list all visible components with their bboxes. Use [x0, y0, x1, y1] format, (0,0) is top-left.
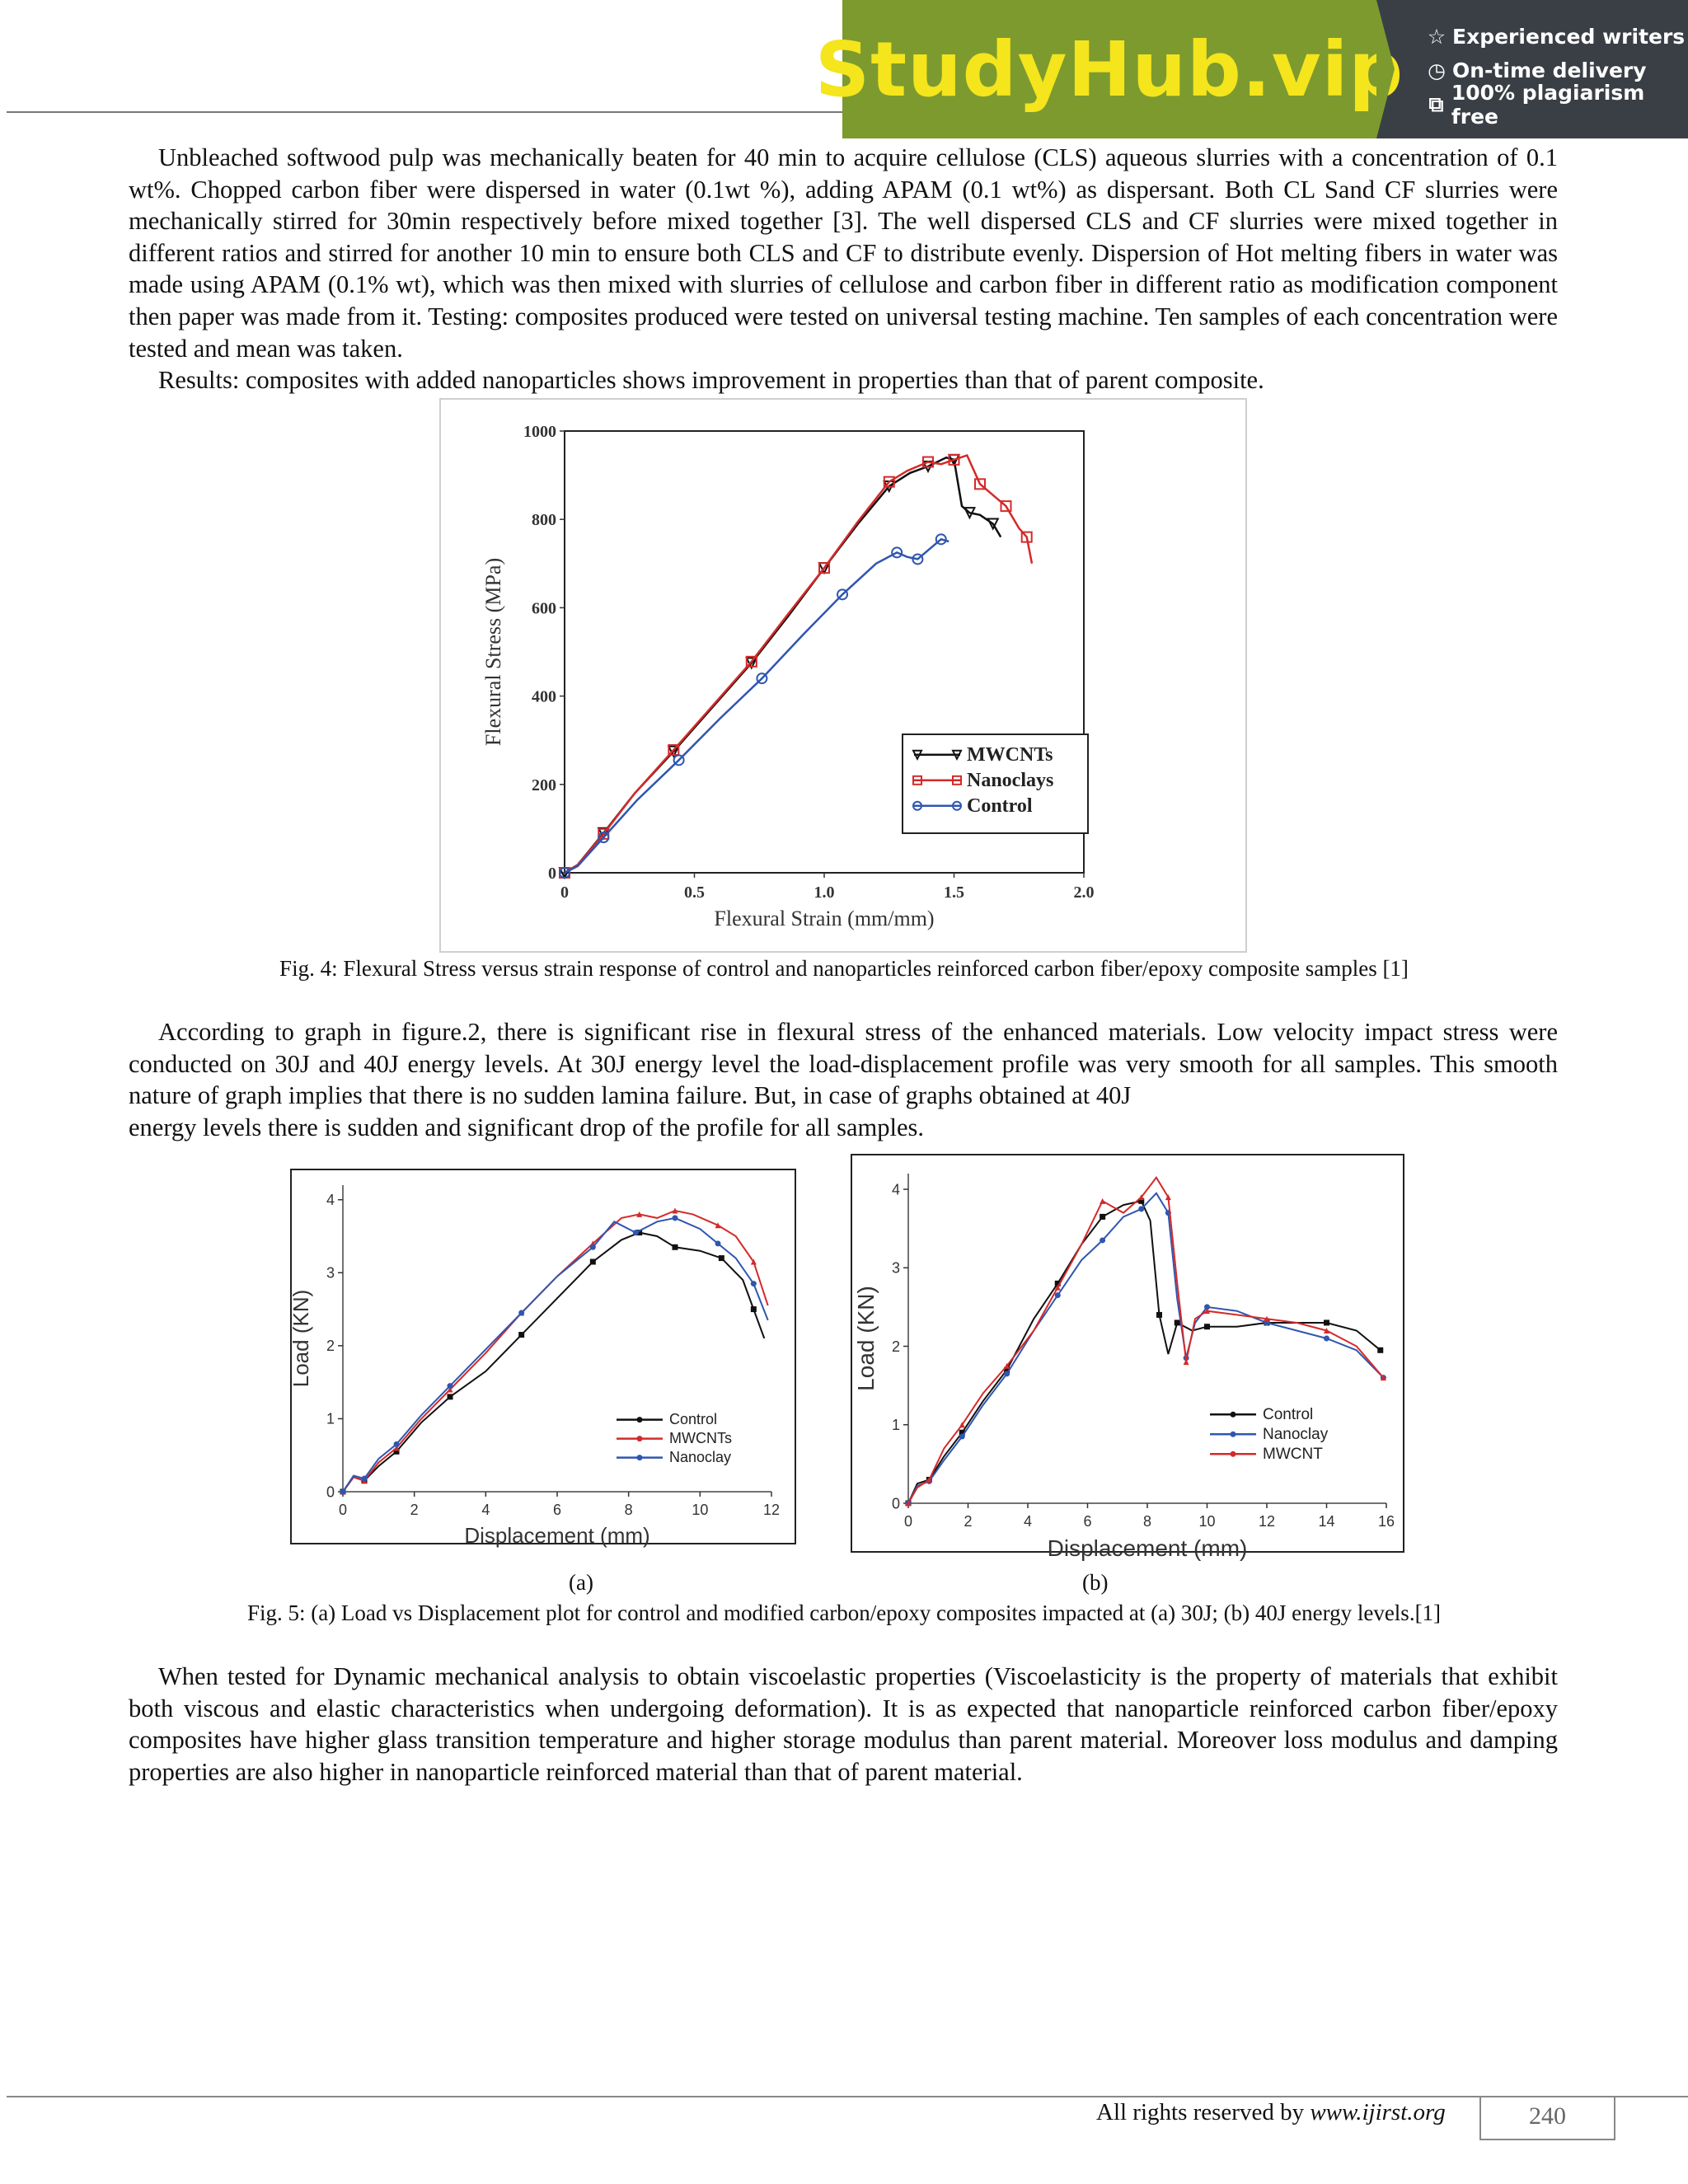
banner-logo-area: [814, 0, 1404, 138]
legend-label: Nanoclay: [1263, 1426, 1329, 1443]
fig5a-label: (a): [569, 1570, 593, 1595]
data-point: [1175, 1319, 1180, 1325]
legend-label: Control: [1263, 1406, 1314, 1423]
x-tick-label: 8: [624, 1502, 633, 1518]
legend-label: Control: [669, 1411, 718, 1427]
paragraph: Results: composites with added nanoparticles shows improvement in properties than that of parent composite.: [158, 366, 1264, 395]
legend-label: Nanoclays: [967, 770, 1054, 791]
legend-label: MWCNTs: [967, 744, 1053, 766]
data-point: [518, 1310, 524, 1316]
x-tick-label: 10: [1198, 1513, 1216, 1530]
y-tick-label: 600: [532, 599, 556, 618]
fig5b-label: (b): [1082, 1570, 1109, 1595]
data-point: [1138, 1206, 1144, 1212]
legend-label: MWCNTs: [669, 1430, 732, 1446]
y-tick-label: 0: [891, 1495, 900, 1512]
y-tick-label: 2: [326, 1338, 335, 1355]
data-point: [751, 1281, 757, 1286]
feature-plagiarism-free: [1426, 80, 1688, 129]
data-point: [590, 1259, 596, 1265]
studyhub-banner[interactable]: [814, 0, 1688, 138]
legend-marker: [637, 1417, 643, 1422]
data-point: [1055, 1292, 1061, 1298]
x-axis-label: Displacement (mm): [464, 1523, 650, 1548]
x-tick-label: 0: [560, 883, 569, 902]
x-tick-label: 8: [1142, 1513, 1152, 1530]
data-point: [751, 1306, 757, 1312]
y-axis-label: Flexural Stress (MPa): [481, 557, 505, 747]
x-tick-label: 16: [1377, 1513, 1395, 1530]
x-tick-label: 10: [692, 1502, 709, 1518]
x-tick-label: 1.0: [814, 883, 835, 902]
y-tick-label: 4: [891, 1181, 900, 1198]
rights-notice: [1096, 2099, 1446, 2126]
x-tick-label: 12: [1258, 1513, 1276, 1530]
x-tick-label: 6: [552, 1502, 562, 1518]
data-point: [1100, 1198, 1105, 1204]
paragraph: According to graph in figure.2, there is significant rise in flexural stress of the enhanced materials. Low velocity impact stress were conducted on 30J and 40J energy levels. At 30J energy level the load-displacement profile was very smooth for all samples. This smooth nature of graph implies that there is no sudden lamina failure. But, in case of graphs obtained at 40J: [129, 1018, 1558, 1110]
x-tick-label: 14: [1318, 1513, 1335, 1530]
star-icon: ☆: [1427, 25, 1447, 49]
site-link[interactable]: www.ijirst.org: [1310, 2099, 1446, 2125]
clock-icon: ◷: [1428, 59, 1446, 82]
x-axis-label: Flexural Strain (mm/mm): [714, 907, 935, 930]
data-point: [673, 1215, 678, 1221]
data-point: [1100, 1214, 1105, 1220]
x-tick-label: 2: [964, 1513, 973, 1530]
figure-5a: [288, 1169, 796, 1548]
banner-features: [1376, 0, 1688, 138]
feature-text: On-time delivery: [1452, 59, 1647, 82]
data-point: [959, 1434, 965, 1440]
fig5b-chart: [852, 1155, 1403, 1561]
data-point: [590, 1244, 596, 1250]
y-tick-label: 2: [891, 1338, 900, 1355]
data-point: [448, 1394, 453, 1399]
body-section-2: [129, 1016, 1558, 1143]
x-tick-label: 6: [1083, 1513, 1092, 1530]
document-copy-icon: ⧉: [1428, 91, 1444, 116]
feature-text: 100% plagiarism free: [1451, 80, 1645, 129]
data-point: [394, 1441, 400, 1447]
data-point: [340, 1489, 346, 1495]
x-tick-label: 2.0: [1073, 883, 1095, 902]
y-tick-label: 1: [891, 1417, 900, 1434]
rights-prefix: All rights reserved by: [1096, 2099, 1311, 2125]
data-point: [1324, 1319, 1329, 1325]
paragraph: Unbleached softwood pulp was mechanically beaten for 40 min to acquire cellulose (CLS) aqueous slurries with a concentration of 0.1 wt%. Chopped carbon fiber were dispersed in water (0.1wt %), adding APAM (0.1 wt%) as dispersant. Both CL Sand CF slurries were mechanically stirred for 30min respectively before mixed together [3]. The well dispersed CLS and CF slurries were mixed together in different ratios and stirred for another 10 min to ensure both CLS and CF to distribute evenly. Dispersion of Hot melting fibers in water was made using APAM (0.1% wt), which was then mixed with slurries of cellulose and carbon fiber in different ratio as modification component then paper was made from it. Testing: composites produced were tested on universal testing machine. Ten samples of each concentration were tested and mean was taken.: [129, 143, 1558, 363]
data-point: [1204, 1324, 1210, 1329]
legend-marker: [637, 1436, 643, 1441]
x-tick-label: 4: [1023, 1513, 1033, 1530]
y-tick-label: 0: [326, 1483, 335, 1501]
legend-marker: [637, 1455, 643, 1460]
figure-4: [439, 398, 1247, 953]
data-point: [719, 1255, 724, 1261]
data-point: [448, 1383, 453, 1389]
x-tick-label: 1.5: [944, 883, 964, 902]
data-point: [673, 1244, 678, 1250]
y-tick-label: 3: [891, 1259, 900, 1277]
legend-label: Nanoclay: [669, 1449, 732, 1465]
x-tick-label: 12: [762, 1502, 781, 1518]
y-tick-label: 400: [532, 687, 556, 706]
body-section-3: [129, 1661, 1558, 1788]
feature-text: Experienced writers: [1452, 25, 1686, 49]
data-point: [518, 1332, 524, 1338]
y-tick-label: 800: [532, 511, 556, 530]
x-tick-label: 0: [903, 1513, 913, 1530]
data-point: [715, 1240, 721, 1246]
data-point: [1156, 1312, 1162, 1318]
legend-marker: [1231, 1412, 1236, 1418]
feature-experienced-writers: [1426, 20, 1688, 54]
x-tick-label: 0: [338, 1502, 348, 1518]
data-point: [1324, 1336, 1329, 1342]
studyhub-logo: StudyHub.vip: [814, 25, 1404, 114]
y-tick-label: 200: [532, 776, 556, 794]
footer-rule: [7, 2096, 1688, 2097]
y-tick-label: 1: [326, 1410, 335, 1427]
y-tick-label: 3: [326, 1264, 335, 1282]
data-point: [633, 1230, 639, 1235]
fig5a-chart: [288, 1170, 795, 1548]
legend-label: Control: [967, 795, 1033, 817]
x-axis-label: Displacement (mm): [1047, 1535, 1248, 1561]
legend-marker: [1231, 1451, 1236, 1457]
y-axis-label: Load (KN): [853, 1286, 879, 1391]
x-tick-label: 2: [410, 1502, 419, 1518]
figure-5b: [851, 1154, 1404, 1561]
x-tick-label: 0.5: [684, 883, 705, 902]
x-tick-label: 4: [481, 1502, 490, 1518]
data-point: [1004, 1371, 1010, 1376]
paragraph: When tested for Dynamic mechanical analysis to obtain viscoelastic properties (Viscoelasticity is the property of materials that exhibit both viscous and elastic characteristics when undergoing deformation). It is as expected that nanoparticle reinforced carbon fiber/epoxy composites have higher glass transition temperature and higher storage modulus than parent material. Moreover loss modulus and damping properties are also higher in nanoparticle reinforced material than that of parent material.: [129, 1662, 1558, 1786]
fig4-chart: [441, 400, 1245, 951]
body-section-1: [129, 142, 1558, 396]
banner-notch: [1376, 0, 1395, 138]
y-tick-label: 4: [326, 1192, 335, 1209]
series-line-control: [565, 539, 949, 873]
page-number: 240: [1529, 2102, 1566, 2130]
data-point: [362, 1476, 368, 1482]
header-rule: [7, 111, 844, 113]
fig5-caption: Fig. 5: (a) Load vs Displacement plot for control and modified carbon/epoxy composites impacted at (a) 30J; (b) 40J energy levels.[1]: [246, 1601, 1442, 1625]
y-axis-label: Load (KN): [288, 1289, 313, 1388]
y-tick-label: 0: [548, 865, 556, 883]
data-point: [1377, 1347, 1383, 1353]
fig4-caption: Fig. 4: Flexural Stress versus strain response of control and nanoparticles reinforced carbon fiber/epoxy composite samples [1]: [279, 956, 1409, 981]
legend-label: MWCNT: [1263, 1446, 1323, 1463]
paragraph-continuation: energy levels there is sudden and significant drop of the profile for all samples.: [129, 1113, 924, 1141]
y-tick-label: 1000: [523, 423, 556, 441]
data-point: [1100, 1237, 1105, 1243]
legend-marker: [1231, 1432, 1236, 1437]
